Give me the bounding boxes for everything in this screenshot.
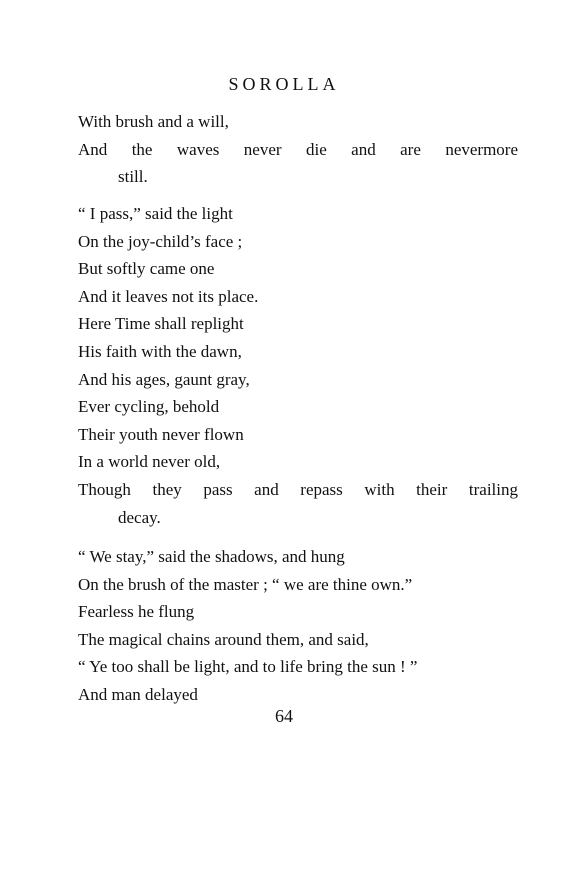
- stanza-2: [78, 200, 518, 531]
- stanza-1: [78, 108, 518, 191]
- poem-line: In a world never old,: [78, 452, 221, 472]
- poem-line: And it leaves not its place.: [78, 286, 259, 306]
- poem-line: Ever cycling, behold: [78, 397, 220, 417]
- poem-line: still.: [118, 167, 148, 187]
- stanza-3: [78, 543, 518, 709]
- poem-line: Though they pass and repass with their trailing: [78, 479, 518, 499]
- poem-line: With brush and a will,: [78, 112, 229, 131]
- poem-line: “ I pass,” said the light: [78, 204, 233, 223]
- poem-line: On the joy-child’s face ;: [78, 231, 243, 251]
- poem-line: And man delayed: [78, 684, 198, 704]
- poem-line: And the waves never die and are nevermore: [78, 139, 518, 159]
- poem-line: On the brush of the master ; “ we are thine own.”: [78, 574, 413, 594]
- poem-line: decay.: [118, 507, 161, 527]
- poem-line: And his ages, gaunt gray,: [78, 369, 250, 389]
- page-number: 64: [275, 706, 293, 726]
- poem-line: The magical chains around them, and said,: [78, 629, 369, 649]
- poem-line: His faith with the dawn,: [78, 341, 242, 361]
- poem-line: But softly came one: [78, 259, 215, 279]
- poem-line: Fearless he flung: [78, 602, 195, 622]
- poem-line: “ Ye too shall be light, and to life bring the sun ! ”: [78, 657, 418, 677]
- poem-line: Their youth never flown: [78, 424, 244, 444]
- running-head: SOROLLA: [228, 74, 340, 94]
- poem-line: “ We stay,” said the shadows, and hung: [78, 547, 345, 566]
- poem-line: Here Time shall replight: [78, 314, 244, 334]
